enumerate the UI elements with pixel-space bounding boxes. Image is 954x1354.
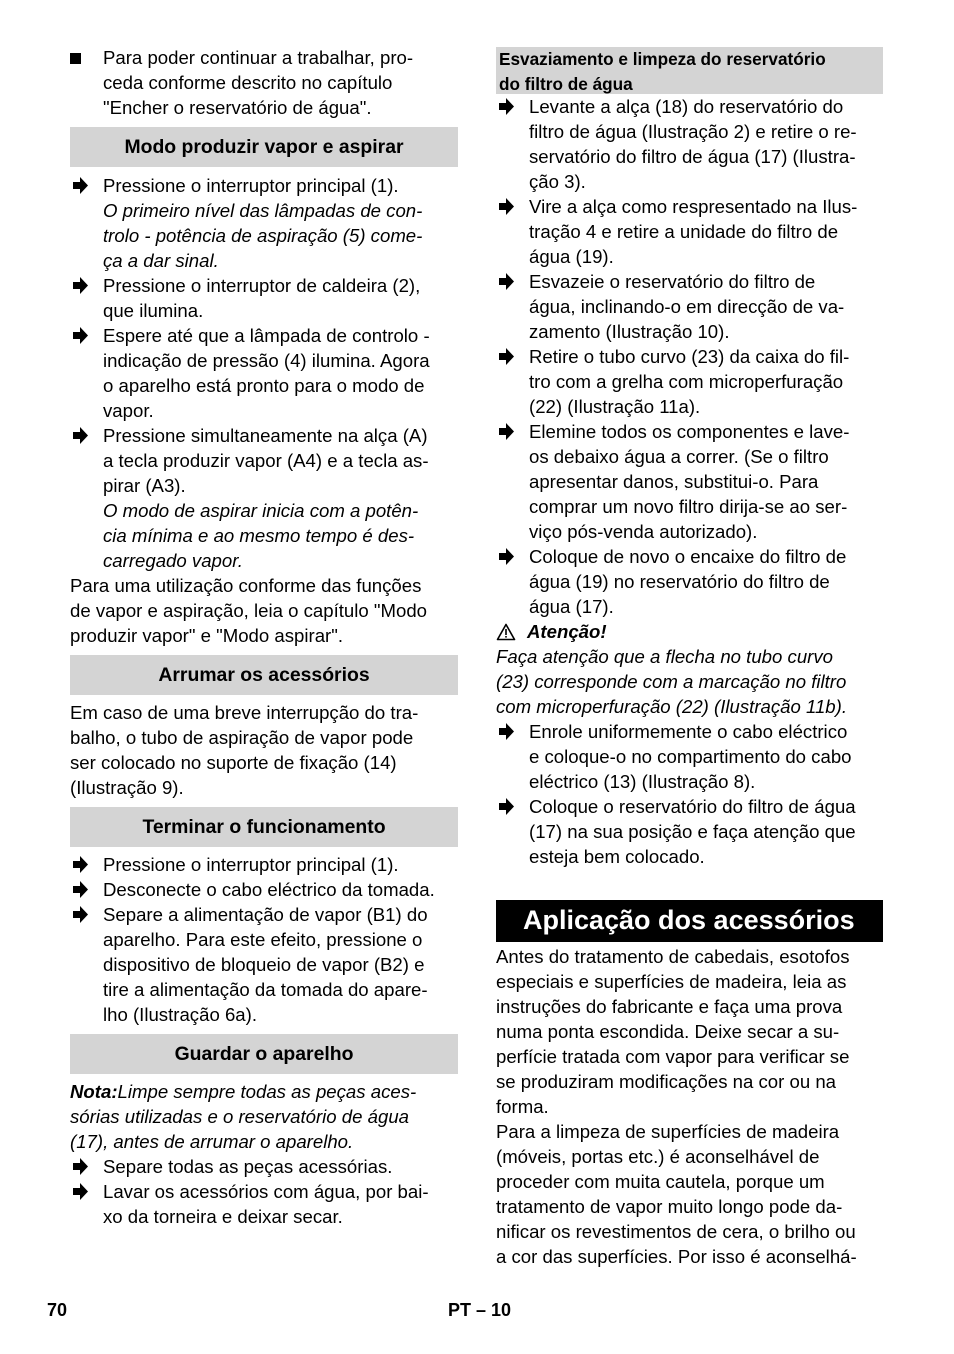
step-text: Coloque o reservatório do filtro de água (17) na sua posição e faça atenção que esteja bem colocado.: [529, 796, 856, 867]
note-text: O primeiro nível das lâmpadas de con- trolo - potência de aspiração (5) come- ça a dar sinal.: [103, 200, 423, 271]
step-text: Lavar os acessórios com água, por bai- xo da torneira e deixar secar.: [103, 1181, 429, 1227]
warning-heading: [496, 619, 883, 644]
arrow-right-icon: [496, 344, 529, 419]
list-item: [496, 544, 883, 619]
list-item: [496, 719, 883, 794]
section-heading-shutdown: Terminar o funcionamento: [70, 807, 458, 847]
step-text: Pressione o interruptor principal (1).: [103, 854, 399, 875]
paragraph: Antes do tratamento de cabedais, esotofos especiais e superfícies de madeira, leia as instruções do fabricante e faça uma prova numa ponta escondida. Deixe secar a su- perfície tratada com vapor para verificar se se produziram modificações na cor ou na forma.: [496, 946, 850, 1117]
list-item: [496, 194, 883, 269]
arrow-right-icon: [70, 852, 103, 877]
nota-text: Limpe sempre todas as peças aces-: [117, 1081, 417, 1102]
nota-label: Nota:: [70, 1081, 118, 1102]
step-text: Separe a alimentação de vapor (B1) do aparelho. Para este efeito, pressione o dispositivo de bloqueio de vapor (B2) e tire a alimentação da tomada do apare- lho (Ilustração 6a).: [103, 904, 428, 1025]
warning-triangle-icon: [496, 623, 516, 641]
arrow-right-icon: [70, 273, 103, 323]
step-text: Pressione o interruptor principal (1).: [103, 175, 399, 196]
list-item: [70, 1179, 458, 1229]
arrow-right-icon: [496, 94, 529, 194]
arrow-right-icon: [496, 719, 529, 794]
arrow-right-icon: [496, 269, 529, 344]
arrow-right-icon: [70, 423, 103, 498]
list-item: [70, 902, 458, 1027]
step-text: Elemine todos os componentes e lave- os debaixo água a correr. (Se o filtro apresentar danos, substitui-o. Para comprar um novo filtro dirija-se ao ser- viço pós-venda autorizado).: [529, 421, 850, 542]
section-heading-steam-vacuum: Modo produzir vapor e aspirar: [70, 127, 458, 167]
right-column: [496, 45, 883, 1269]
step-text: Enrole uniformemente o cabo eléctrico e coloque-o no compartimento do cabo eléctrico (13) (Ilustração 8).: [529, 721, 852, 792]
arrow-right-icon: [70, 902, 103, 1027]
list-item: [496, 94, 883, 194]
step-text: Espere até que a lâmpada de controlo - indicação de pressão (4) ilumina. Agora o aparelho está pronto para o modo de vapor.: [103, 325, 430, 421]
step-text: Coloque de novo o encaixe do filtro de água (19) no reservatório do filtro de água (17).: [529, 546, 847, 617]
arrow-right-icon: [496, 794, 529, 869]
list-item: [70, 323, 458, 423]
paragraph: Em caso de uma breve interrupção do tra- balho, o tubo de aspiração de vapor pode ser colocado no suporte de fixação (14) (Ilustração 9).: [70, 702, 419, 798]
note-text: O modo de aspirar inicia com a potên- cia mínima e ao mesmo tempo é des- carregado vapor.: [103, 500, 419, 571]
list-item: [70, 852, 458, 877]
list-item: [70, 1154, 458, 1179]
step-text: Vire a alça como respresentado na Ilus- tração 4 e retire a unidade do filtro de água (19).: [529, 196, 858, 267]
step-text: Separe todas as peças acessórias.: [103, 1156, 393, 1177]
list-item: [496, 419, 883, 544]
arrow-right-icon: [496, 194, 529, 269]
page-label: PT – 10: [448, 1300, 512, 1320]
square-bullet-icon: [70, 45, 103, 120]
step-text: Desconecte o cabo eléctrico da tomada.: [103, 879, 435, 900]
step-text: Esvazeie o reservatório do filtro de água, inclinando-o em direcção de va- zamento (Ilustração 10).: [529, 271, 845, 342]
arrow-right-icon: [70, 173, 103, 198]
nota-text-cont: sórias utilizadas e o reservatório de água (17), antes de arrumar o aparelho.: [70, 1106, 410, 1152]
intro-text: Para poder continuar a trabalhar, pro- ceda conforme descrito no capítulo "Encher o reservatório de água".: [103, 47, 414, 118]
section-heading-filter-cleaning: Esvaziamento e limpeza do reservatório do filtro de água: [496, 47, 883, 94]
arrow-right-icon: [70, 877, 103, 902]
arrow-right-icon: [70, 1179, 103, 1229]
step-text: Pressione o interruptor de caldeira (2), que ilumina.: [103, 275, 421, 321]
list-item: [70, 273, 458, 323]
list-item: [496, 344, 883, 419]
section-heading-storage: Guardar o aparelho: [70, 1034, 458, 1074]
list-item: [70, 423, 458, 498]
arrow-right-icon: [70, 1154, 103, 1179]
arrow-right-icon: [496, 544, 529, 619]
list-item: [496, 794, 883, 869]
warning-text: Faça atenção que a flecha no tubo curvo (23) corresponde com a marcação no filtro com microperfuração (22) (Ilustração 11b).: [496, 646, 848, 717]
list-item: [496, 269, 883, 344]
section-heading-accessories: Arrumar os acessórios: [70, 655, 458, 695]
arrow-right-icon: [70, 323, 103, 423]
chapter-heading: Aplicação dos acessórios: [496, 900, 883, 942]
arrow-right-icon: [496, 419, 529, 544]
paragraph: Para a limpeza de superfícies de madeira (móveis, portas etc.) é aconselhável de proceder com muita cautela, porque um tratamento de vapor muito longo pode da- nificar os revestimentos de cera, o brilho ou a cor das superfícies. Por isso é aconselhá-: [496, 1121, 857, 1267]
list-item: [70, 173, 458, 198]
page-number: 70: [47, 1300, 68, 1320]
left-column: [70, 45, 458, 1229]
step-text: Pressione simultaneamente na alça (A) a tecla produzir vapor (A4) e a tecla as- pirar (A3).: [103, 425, 429, 496]
paragraph: Para uma utilização conforme das funções de vapor e aspiração, leia o capítulo "Modo produzir vapor" e "Modo aspirar".: [70, 575, 428, 646]
step-text: Levante a alça (18) do reservatório do filtro de água (Ilustração 2) e retire o re- servatório do filtro de água (17) (Ilustra- ção 3).: [529, 96, 857, 192]
intro-item: [70, 45, 458, 120]
step-text: Retire o tubo curvo (23) da caixa do fil- tro com a grelha com microperfuração (22) (Ilustração 11a).: [529, 346, 850, 417]
list-item: [70, 877, 458, 902]
nota-paragraph: [70, 1079, 458, 1154]
warning-label: Atenção!: [527, 621, 607, 642]
